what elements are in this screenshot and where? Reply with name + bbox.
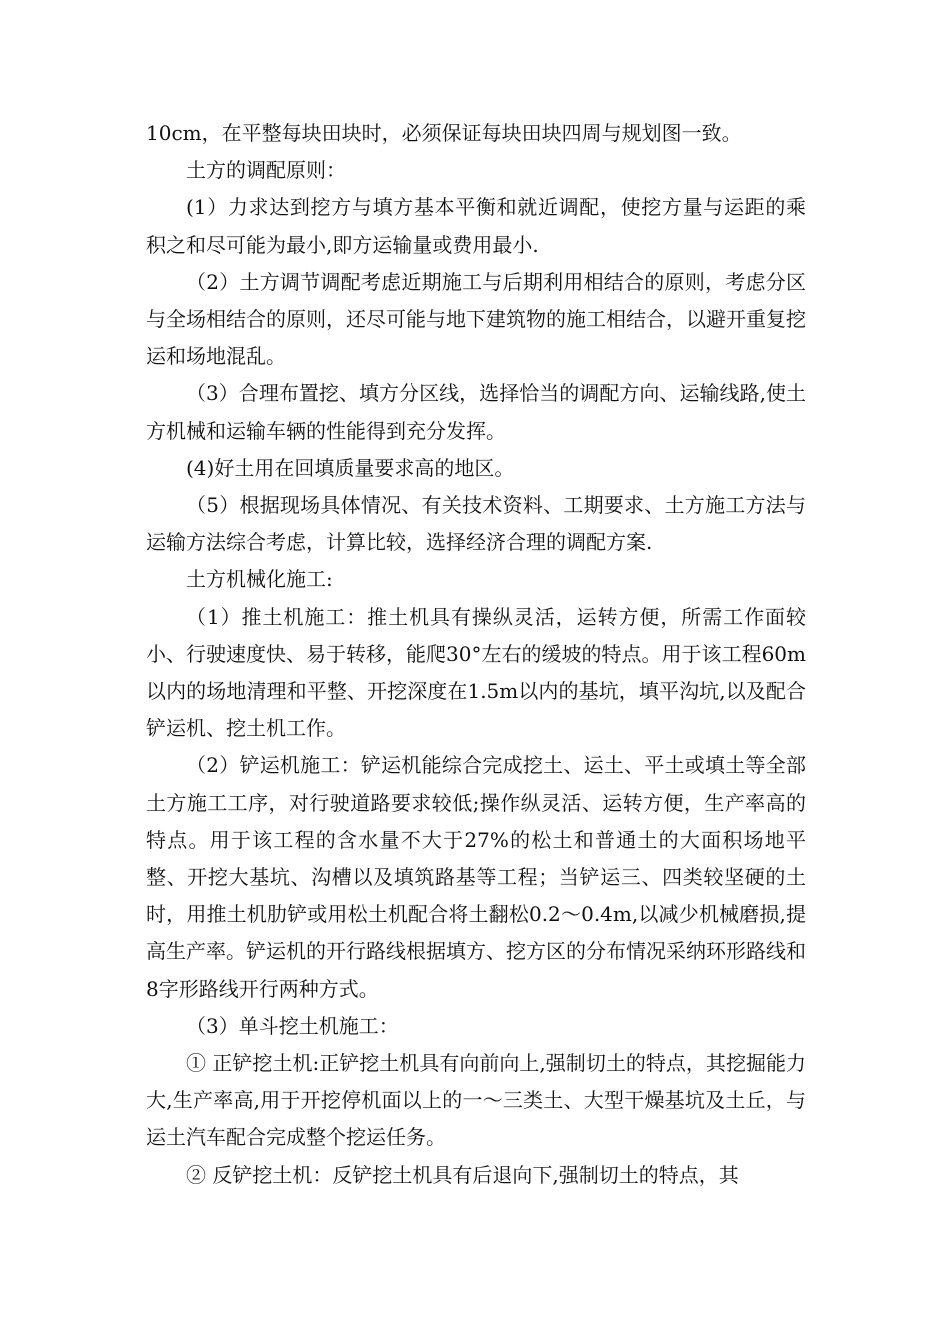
principle-3-zoning: （3）合理布置挖、填方分区线，选择恰当的调配方向、运输线路,使土方机械和运输车辆的性能得到充分发挥。 bbox=[146, 381, 806, 443]
front-shovel-excavator: ① 正铲挖土机:正铲挖土机具有向前向上,强制切土的特点，其挖掘能力大,生产率高,用于开挖停机面以上的一～三类土、大型干燥基坑及土丘，与运土汽车配合完成整个挖运任务。 bbox=[146, 1051, 806, 1150]
bulldozer-construction: （1）推土机施工：推土机具有操纵灵活，运转方便，所需工作面较小、行驶速度快、易于转移，能爬30°左右的缓坡的特点。用于该工程60m以内的场地清理和平整、开挖深度在1.5m以内的基坑，填平沟坑,以及配合铲运机、挖土机工作。 bbox=[146, 604, 806, 741]
heading-single-bucket-excavator: （3）单斗挖土机施工： bbox=[186, 1013, 399, 1038]
heading-earthwork-allocation-principles: 土方的调配原则： bbox=[186, 158, 346, 183]
document-page bbox=[146, 115, 806, 1194]
principle-1-balance: (1）力求达到挖方与填方基本平衡和就近调配，使挖方量与运距的乘积之和尽可能为最小,即方运输量或费用最小. bbox=[146, 195, 806, 257]
backhoe-excavator: ② 反铲挖土机：反铲挖土机具有后退向下,强制切土的特点，其 bbox=[186, 1162, 739, 1187]
scraper-construction: （2）铲运机施工：铲运机能综合完成挖土、运土、平土或填土等全部土方施工工序，对行驶道路要求较低;操作纵灵活、运转方便，生产率高的特点。用于该工程的含水量不大于27%的松土和普通土的大面积场地平整、开挖大基坑、沟槽以及填筑路基等工程；当铲运三、四类较坚硬的土时，用推土机肋铲或用松土机配合将土翻松0.2～0.4m,以减少机械磨损,提高生产率。铲运机的开行路线根据填方、挖方区的分布情况采纳环形路线和8字形路线开行两种方式。 bbox=[146, 753, 806, 1001]
paragraph-leveling-requirement: 10cm，在平整每块田块时，必须保证每块田块四周与规划图一致。 bbox=[146, 121, 742, 145]
heading-mechanized-construction: 土方机械化施工: bbox=[186, 567, 333, 592]
principle-4-good-soil: (4)好土用在回填质量要求高的地区。 bbox=[186, 455, 515, 480]
principle-5-comprehensive: （5）根据现场具体情况、有关技术资料、工期要求、土方施工方法与运输方法综合考虑，计算比较，选择经济合理的调配方案. bbox=[146, 493, 806, 555]
principle-2-combination: （2）土方调节调配考虑近期施工与后期利用相结合的原则，考虑分区与全场相结合的原则，还尽可能与地下建筑物的施工相结合，以避开重复挖运和场地混乱。 bbox=[146, 269, 806, 369]
